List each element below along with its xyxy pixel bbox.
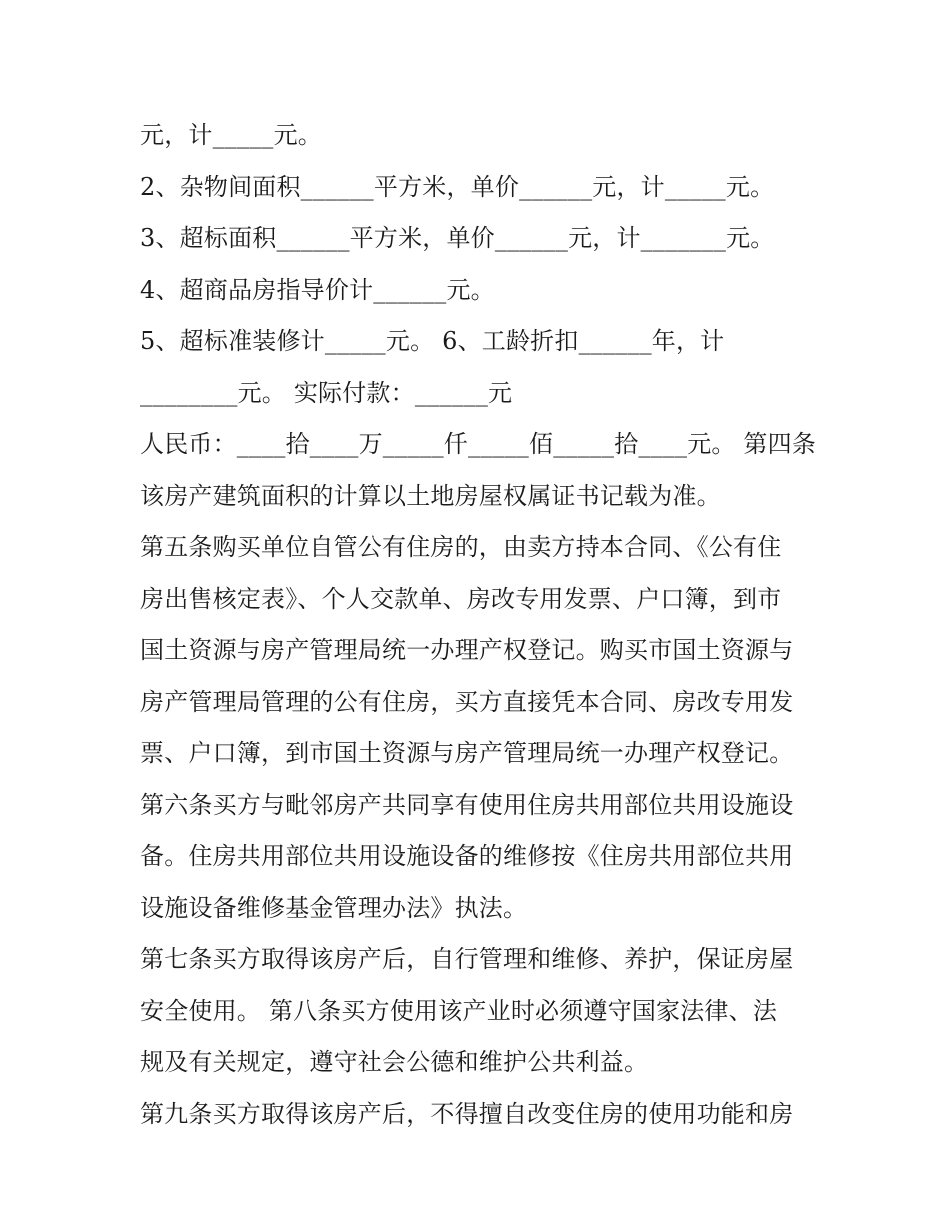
text-line: 国土资源与房产管理局统一办理产权登记。购买市国土资源与 (140, 636, 794, 664)
text-line: 该房产建筑面积的计算以土地房屋权属证书记载为准。 (140, 481, 721, 510)
contract-text (140, 110, 830, 1140)
text-line: 4、超商品房指导价计______元。 (140, 275, 495, 304)
text-line: 房出售核定表》、个人交款单、房改专用发票、户口簿，到市 (140, 584, 782, 613)
text-line: 第六条买方与毗邻房产共同享有使用住房共用部位共用设施设 (140, 790, 794, 819)
text-line: 人民币：____拾____万_____仟_____佰_____拾____元。 第四条 (140, 430, 817, 458)
text-line: 5、超标准装修计_____元。 6、工龄折扣______年，计 (140, 327, 725, 355)
text-line: 3、超标面积______平方米，单价______元，计_______元。 (140, 224, 775, 252)
text-line: 票、户口簿，到市国土资源与房产管理局统一办理产权登记。 (140, 739, 794, 767)
text-line: 第七条买方取得该房产后，自行管理和维修、养护，保证房屋 (140, 945, 794, 973)
text-line: 元，计_____元。 (140, 121, 322, 149)
text-line: 2、杂物间面积______平方米，单价______元，计_____元。 (140, 172, 775, 201)
text-line: 第五条购买单位自管公有住房的，由卖方持本合同、《公有住 (140, 533, 782, 561)
text-line: 备。住房共用部位共用设施设备的维修按《住房共用部位共用 (140, 842, 794, 870)
text-line: ________元。 实际付款：______元 (140, 378, 513, 407)
text-line: 第九条买方取得该房产后，不得擅自改变住房的使用功能和房 (140, 1099, 794, 1128)
text-line: 规及有关规定，遵守社会公德和维护公共利益。 (140, 1048, 649, 1076)
text-line: 设施设备维修基金管理办法》执法。 (140, 893, 528, 922)
text-line: 房产管理局管理的公有住房，买方直接凭本合同、房改专用发 (140, 687, 794, 716)
text-line: 安全使用。 第八条买方使用该产业时必须遵守国家法律、法 (140, 996, 778, 1025)
